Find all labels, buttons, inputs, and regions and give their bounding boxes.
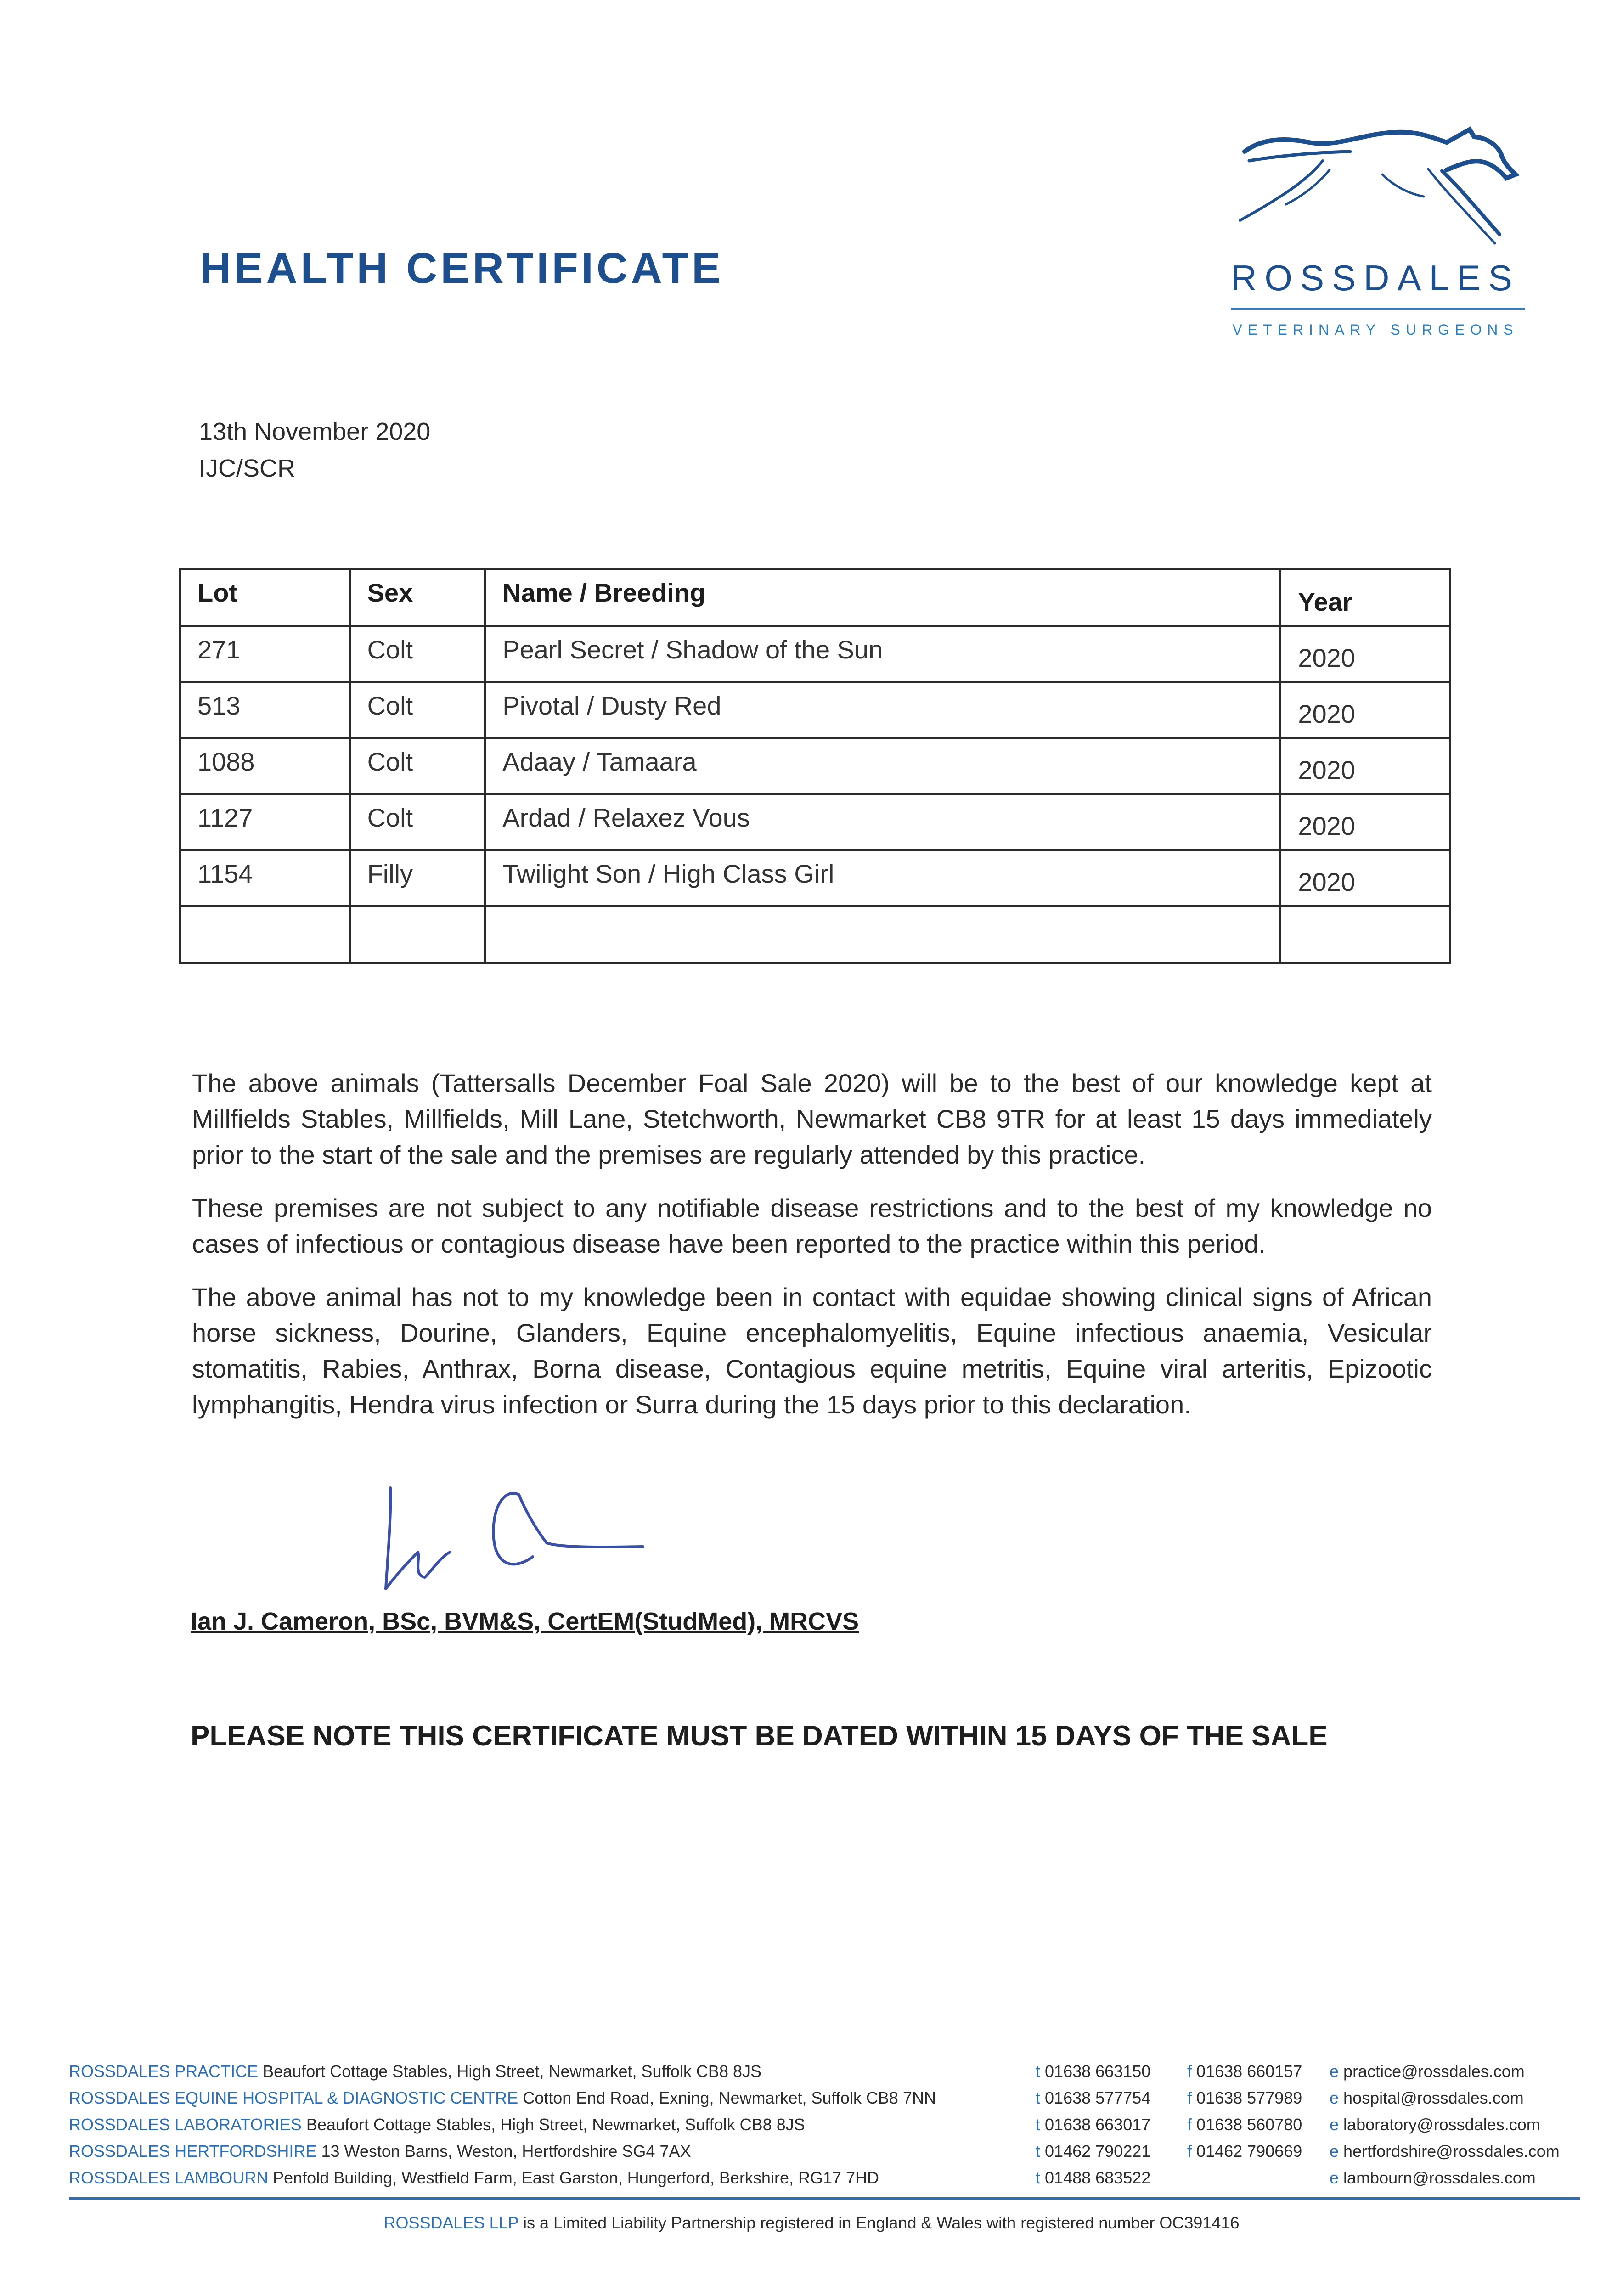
tel-prefix: t [1036, 2062, 1041, 2081]
declaration-text [192, 1065, 1432, 1440]
footer-row [69, 2165, 1566, 2191]
cell-name: Twilight Son / High Class Girl [485, 850, 1280, 906]
footer-row [69, 2058, 1566, 2085]
footer-email[interactable]: lambourn@rossdales.com [1343, 2168, 1536, 2187]
paragraph: The above animal has not to my knowledge been in contact with equidae showing clinical signs of African horse sickness, Dourine, Glanders, Equine encephalomyelitis, Equine infectious anaemia, Vesicular stomatitis, Rabies, Anthrax, Borna disease, Contagious equine metritis, Equine viral arteritis, Epizootic lymphangitis, Hendra virus infection or Surra during the 15 days prior to this declaration. [192, 1283, 1432, 1419]
cell-sex: Colt [350, 682, 485, 738]
cell-name: Ardad / Relaxez Vous [485, 794, 1280, 850]
cell-lot: 1154 [180, 850, 350, 906]
tel-prefix: t [1036, 2168, 1041, 2187]
cell-empty [180, 906, 350, 963]
email-prefix: e [1330, 2088, 1339, 2107]
footer-fax: 01638 660157 [1196, 2062, 1302, 2081]
cell-lot: 271 [180, 626, 350, 682]
footer-email[interactable]: laboratory@rossdales.com [1343, 2115, 1540, 2134]
table-row [180, 682, 1450, 738]
cell-year: 2020 [1280, 626, 1450, 682]
email-prefix: e [1330, 2142, 1339, 2161]
footer-tel: 01638 577754 [1045, 2088, 1151, 2107]
paragraph: The above animals (Tattersalls December Foal Sale 2020) will be to the best of our knowledge kept at Millfields Stables, Millfields, Mill Lane, Stetchworth, Newmarket CB8 9TR for at least 15 days immediately prior to the start of the sale and the premises are regularly attended by this practice. [192, 1069, 1432, 1169]
table-row [180, 850, 1450, 906]
table-row [180, 626, 1450, 682]
fax-prefix: f [1187, 2062, 1192, 2081]
handwritten-signature [381, 1479, 666, 1603]
footer-row [69, 2138, 1566, 2165]
llp-org: ROSSDALES LLP [383, 2213, 518, 2232]
logo-tagline: VETERINARY SURGEONS [1232, 321, 1519, 338]
cell-year: 2020 [1280, 738, 1450, 794]
footer-row [69, 2111, 1566, 2138]
table-row [180, 738, 1450, 794]
header-name-breeding: Name / Breeding [485, 569, 1280, 626]
footer-tel: 01638 663150 [1045, 2062, 1151, 2081]
footer-email[interactable]: practice@rossdales.com [1343, 2062, 1525, 2081]
tel-prefix: t [1036, 2142, 1041, 2161]
cell-name: Pearl Secret / Shadow of the Sun [485, 626, 1280, 682]
horse-logo-icon [1231, 119, 1520, 257]
logo-rule [1231, 308, 1525, 310]
llp-text: is a Limited Liability Partnership registered in England & Wales with registered number OC391416 [523, 2213, 1240, 2232]
footer-org: ROSSDALES HERTFORDSHIRE [69, 2142, 317, 2161]
cell-sex: Colt [350, 626, 485, 682]
footer-address: Beaufort Cottage Stables, High Street, Newmarket, Suffolk CB8 8JS [306, 2115, 805, 2134]
footer-address: Penfold Building, Westfield Farm, East Garston, Hungerford, Berkshire, RG17 7HD [273, 2168, 879, 2187]
cell-lot: 1127 [180, 794, 350, 850]
footer-org: ROSSDALES LABORATORIES [69, 2115, 302, 2134]
header-year: Year [1280, 569, 1450, 626]
fax-prefix: f [1187, 2088, 1192, 2107]
cell-lot: 1088 [180, 738, 350, 794]
fax-prefix: f [1187, 2115, 1192, 2134]
footer-row [69, 2085, 1566, 2111]
footer-contacts [69, 2058, 1566, 2191]
cell-name: Adaay / Tamaara [485, 738, 1280, 794]
footer-org: ROSSDALES EQUINE HOSPITAL & DIAGNOSTIC CENTRE [69, 2088, 518, 2107]
footer-divider [69, 2197, 1580, 2200]
cell-sex: Filly [350, 850, 485, 906]
cell-empty [1280, 906, 1450, 963]
cell-year: 2020 [1280, 682, 1450, 738]
tel-prefix: t [1036, 2115, 1041, 2134]
letter-date: 13th November 2020 [199, 418, 431, 445]
cell-year: 2020 [1280, 794, 1450, 850]
footer-fax: 01638 560780 [1196, 2115, 1302, 2134]
email-prefix: e [1330, 2062, 1339, 2081]
tel-prefix: t [1036, 2088, 1041, 2107]
signer-name: Ian J. Cameron, BSc, BVM&S, CertEM(StudMed), MRCVS [191, 1608, 859, 1635]
letter-reference: IJC/SCR [199, 455, 296, 482]
llp-statement [0, 2213, 1623, 2233]
dating-notice: PLEASE NOTE THIS CERTIFICATE MUST BE DATED WITHIN 15 DAYS OF THE SALE [191, 1720, 1328, 1752]
email-prefix: e [1330, 2115, 1339, 2134]
page-title: HEALTH CERTIFICATE [200, 244, 724, 292]
cell-sex: Colt [350, 738, 485, 794]
footer-tel: 01462 790221 [1045, 2142, 1151, 2161]
email-prefix: e [1330, 2168, 1339, 2187]
footer-tel: 01638 663017 [1045, 2115, 1151, 2134]
footer-email[interactable]: hospital@rossdales.com [1343, 2088, 1524, 2107]
fax-prefix: f [1187, 2142, 1192, 2161]
footer-email[interactable]: hertfordshire@rossdales.com [1343, 2142, 1560, 2161]
footer-tel: 01488 683522 [1045, 2168, 1151, 2187]
footer-org: ROSSDALES LAMBOURN [69, 2168, 269, 2187]
letter-meta [199, 413, 430, 487]
paragraph: These premises are not subject to any notifiable disease restrictions and to the best of my knowledge no cases of infectious or contagious disease have been reported to the practice within this period. [192, 1193, 1432, 1258]
cell-name: Pivotal / Dusty Red [485, 682, 1280, 738]
header-lot: Lot [180, 569, 350, 626]
cell-year: 2020 [1280, 850, 1450, 906]
cell-lot: 513 [180, 682, 350, 738]
footer-fax: 01638 577989 [1196, 2088, 1302, 2107]
table-row [180, 794, 1450, 850]
table-header-row [180, 569, 1450, 626]
cell-sex: Colt [350, 794, 485, 850]
footer-address: Cotton End Road, Exning, Newmarket, Suffolk CB8 7NN [523, 2088, 936, 2107]
logo-name: ROSSDALES [1231, 258, 1520, 298]
lots-table [179, 568, 1451, 964]
cell-empty [485, 906, 1280, 963]
rossdales-logo [1217, 119, 1534, 354]
header-sex: Sex [350, 569, 485, 626]
cell-empty [350, 906, 485, 963]
table-row-empty [180, 906, 1450, 963]
footer-org: ROSSDALES PRACTICE [69, 2062, 259, 2081]
footer-fax: 01462 790669 [1196, 2142, 1302, 2161]
footer-address: 13 Weston Barns, Weston, Hertfordshire SG4 7AX [321, 2142, 691, 2161]
footer-address: Beaufort Cottage Stables, High Street, Newmarket, Suffolk CB8 8JS [263, 2062, 761, 2081]
